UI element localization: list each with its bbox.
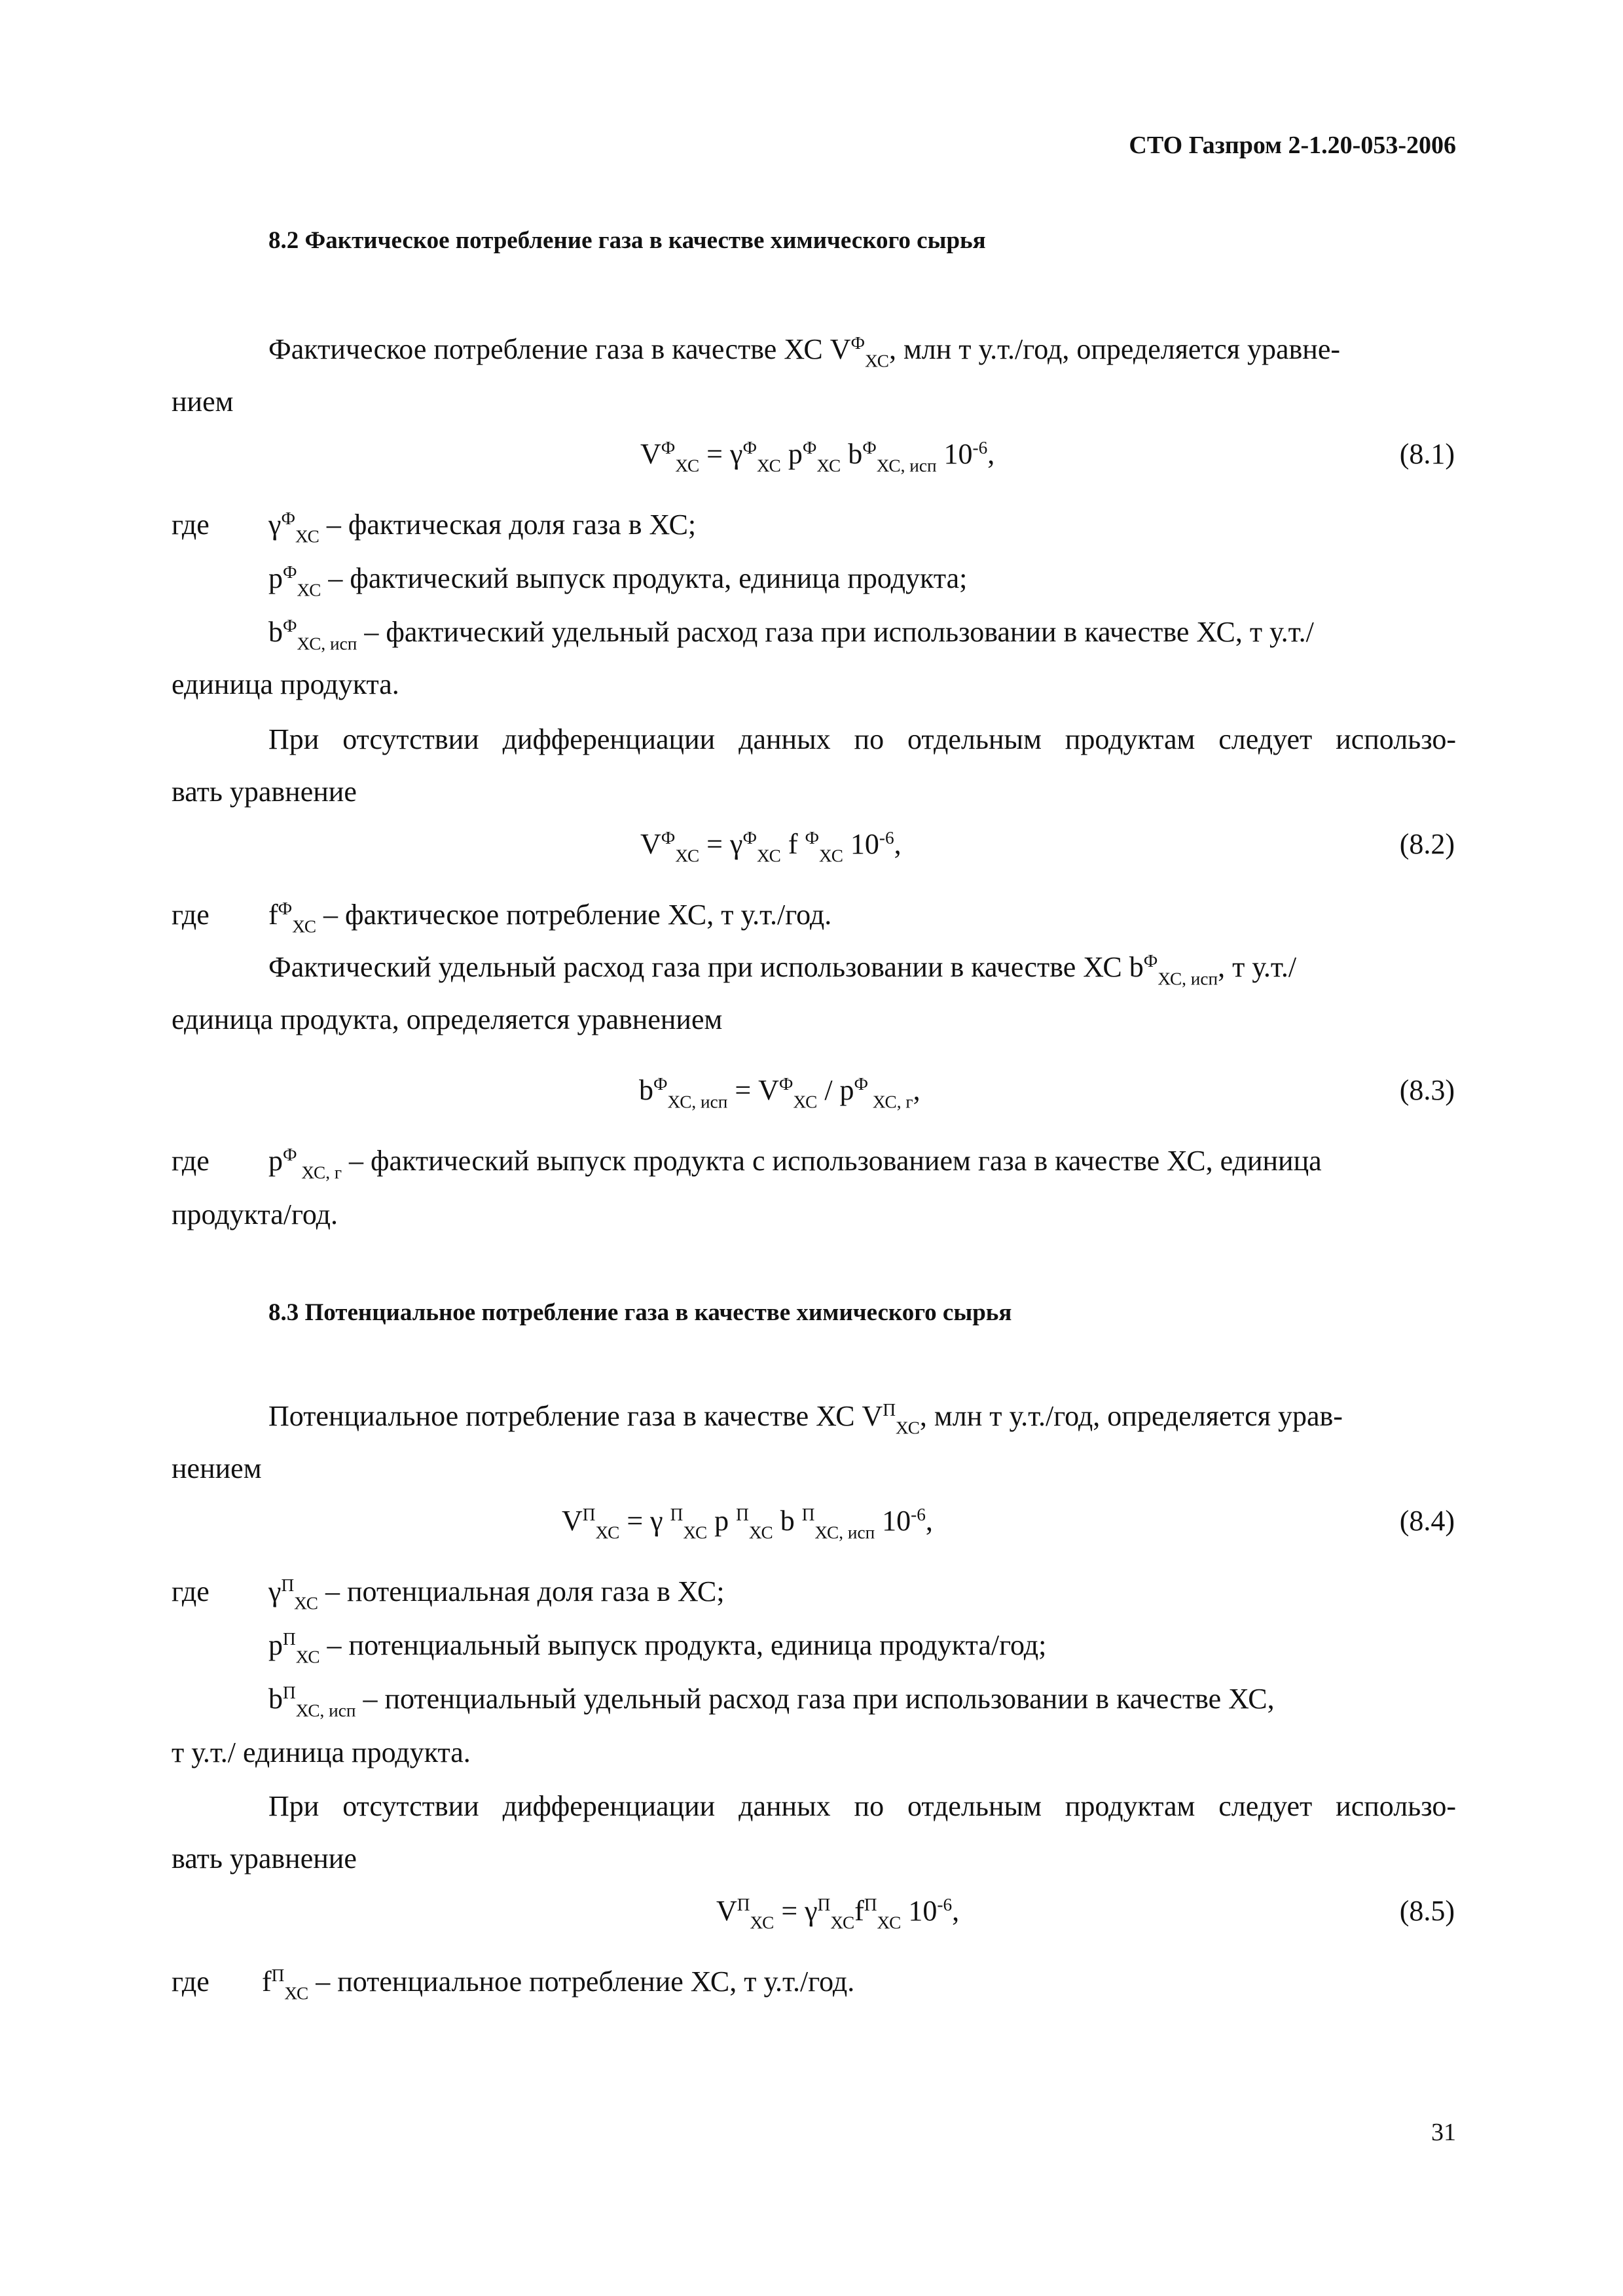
document-id: СТО Газпром 2-1.20-053-2006 bbox=[1129, 132, 1456, 159]
where-label: где bbox=[172, 509, 210, 541]
equation-number-8-2: (8.2) bbox=[1399, 828, 1455, 860]
where-label: где bbox=[172, 1965, 210, 1998]
paragraph-line: нением bbox=[172, 1452, 262, 1484]
equation-number-8-5: (8.5) bbox=[1399, 1895, 1455, 1927]
section-title-8-3: 8.3 Потенциальное потребление газа в качестве химического сырья bbox=[268, 1299, 1012, 1326]
paragraph-line: вать уравнение bbox=[172, 1842, 357, 1874]
definition-continuation: продукта/год. bbox=[172, 1198, 338, 1230]
definition-f-potential: $f^П_{ХС}$ – потенциальное потребление ХС, т у.т./год. bbox=[262, 1965, 855, 2003]
definition-p-actual-gas: $p^Ф$ $_{ХС, г}$ – фактический выпуск продукта с использованием газа в качестве ХС, единица bbox=[268, 1145, 1322, 1183]
equation-8-5: $V^П_{ХС} = \gamma^П_{ХС}f^П_{ХС}$ $10^{-6}$, bbox=[716, 1895, 960, 1933]
page-number: 31 bbox=[1431, 2119, 1456, 2146]
where-label: где bbox=[172, 1575, 210, 1607]
equation-8-4: $V^П_{ХС} = \gamma$ $^П_{ХС}$ p $^П_{ХС}$ b $^П_{ХС, исп}$ $10^{-6}$, bbox=[562, 1505, 933, 1543]
definition-p-actual: $p^Ф_{ХС}$ – фактический выпуск продукта, единица продукта; bbox=[268, 562, 968, 600]
definition-gamma-actual: $\gamma^Ф_{ХС}$ – фактическая доля газа в ХС; bbox=[268, 509, 697, 547]
paragraph-specific-consumption: Фактический удельный расход газа при использовании в качестве ХС $b^Ф_{ХС, исп}$, т у.т./ bbox=[268, 951, 1297, 989]
definition-b-actual: $b^Ф_{ХС, исп}$ – фактический удельный расход газа при использовании в качестве ХС, т у.т./ bbox=[268, 616, 1314, 654]
section-title-8-2: 8.2 Фактическое потребление газа в качестве химического сырья bbox=[268, 227, 986, 254]
paragraph-actual-consumption: Фактическое потребление газа в качестве ХС $V^Ф_{ХС}$, млн т у.т./год, определяется уравне- bbox=[268, 333, 1341, 371]
equation-number-8-1: (8.1) bbox=[1399, 438, 1455, 470]
equation-8-2: $V^Ф_{ХС} = \gamma^Ф_{ХС}$ f $^Ф_{ХС}$ $10^{-6}$, bbox=[640, 828, 902, 866]
paragraph-potential-consumption: Потенциальное потребление газа в качестве ХС $V^П_{ХС}$, млн т у.т./год, определяется урав- bbox=[268, 1400, 1343, 1438]
definition-continuation: т у.т./ единица продукта. bbox=[172, 1736, 471, 1768]
equation-number-8-3: (8.3) bbox=[1399, 1074, 1455, 1106]
equation-8-1: $V^Ф_{ХС} = \gamma^Ф_{ХС}$ $p^Ф_{ХС}$ $b^Ф_{ХС, исп}$ $10^{-6}$, bbox=[640, 438, 995, 476]
paragraph-no-differentiation: При отсутствии дифференциации данных по отдельным продуктам следует использо- bbox=[268, 1790, 1456, 1822]
definition-b-potential: $b^П_{ХС, исп}$ – потенциальный удельный расход газа при использовании в качестве ХС, bbox=[268, 1683, 1275, 1721]
equation-number-8-4: (8.4) bbox=[1399, 1505, 1455, 1537]
paragraph-line: единица продукта, определяется уравнением bbox=[172, 1003, 723, 1035]
definition-p-potential: $p^П_{ХС}$ – потенциальный выпуск продукта, единица продукта/год; bbox=[268, 1629, 1047, 1667]
paragraph-no-differentiation: При отсутствии дифференциации данных по отдельным продуктам следует использо- bbox=[268, 723, 1456, 755]
where-label: где bbox=[172, 1145, 210, 1177]
definition-f-actual: $f^Ф_{ХС}$ – фактическое потребление ХС, т у.т./год. bbox=[268, 899, 832, 937]
where-label: где bbox=[172, 899, 210, 931]
definition-continuation: единица продукта. bbox=[172, 668, 399, 700]
paragraph-line: нием bbox=[172, 386, 234, 418]
definition-gamma-potential: $\gamma^П_{ХС}$ – потенциальная доля газа в ХС; bbox=[268, 1575, 725, 1613]
equation-8-3: $b^Ф_{ХС, исп} = V^Ф_{ХС} / p^Ф$ $_{ХС, г}$, bbox=[639, 1074, 921, 1112]
paragraph-line: вать уравнение bbox=[172, 776, 357, 808]
